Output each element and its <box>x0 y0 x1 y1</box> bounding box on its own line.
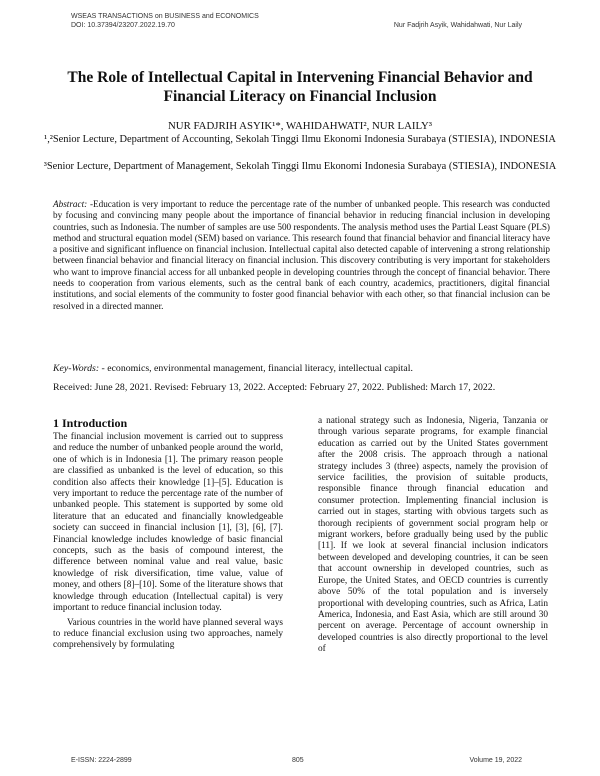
intro-paragraph-2: Various countries in the world have planned several ways to reduce financial exclusion using two approaches, namely comprehensively by formulating <box>53 617 283 651</box>
column-right <box>318 416 548 656</box>
paper-title: The Role of Intellectual Capital in Intervening Financial Behavior and Financial Literacy on Financial Inclusion <box>67 69 533 105</box>
journal-name: WSEAS TRANSACTIONS on BUSINESS and ECONOMICS <box>71 13 259 20</box>
affiliation-1: ¹,²Senior Lecture, Department of Accounting, Sekolah Tinggi Ilmu Ekonomi Indonesia Surabaya (STIESIA), INDONESIA <box>44 134 556 145</box>
abstract <box>53 199 550 312</box>
intro-paragraph-1: The financial inclusion movement is carried out to suppress and reduce the number of unbanked people around the world, one of which is in Indonesia [1]. The primary reason people are classified as unbanked is the level of education, so this condition also affects their knowledge [1]–[5]. Education is very important to reduce the percentage rate of the number of unbanked people. This statement is supported by some old literature that an educated and financially knowledgeable society can succeed in financial inclusion [1], [3], [6], [7]. Financial knowledge includes knowledge of basic financial concepts, such as the basis of compound interest, the difference between nominal value and real value, basic knowledge of risk diversification, time value, value of money, and others [8]–[10]. Some of the literature shows that knowledge through education (Intellectual capital) is very important to reduce financial inclusion today. <box>53 432 283 614</box>
footer-volume: Volume 19, 2022 <box>469 757 522 764</box>
footer-page-number: 805 <box>292 757 304 764</box>
keywords-text: - economics, environmental management, financial literacy, intellectual capital. <box>99 363 413 374</box>
keywords <box>53 363 550 375</box>
column-left <box>53 416 283 652</box>
intro-paragraph-3: a national strategy such as Indonesia, Nigeria, Tanzania or through various separate programs, for example financial education as carried out by the United States government after the 2008 crisis. The approach through a national strategy includes 3 (three) aspects, namely the provision of service facilities, the provision of suitable products, responsible finance through financial education and consumer protection. Implementing financial inclusion is carried out in stages, starting with obvious targets such as thorough recipients of government social program help or migrant workers, before gradually being used by the public [11]. If we look at several financial inclusion indicators between developed and developing countries, it can be seen that account ownership in developed countries, such as Europe, the United States, and OECD countries is currently above 50% of the total population and is inversely proportional with developing countries, such as Africa, Latin America, Indonesia, and East Asia, which are still around 30 percent on average. Percentage of account ownership in developed countries is also directly proportional to the level of <box>318 416 548 655</box>
affiliation-2: ³Senior Lecture, Department of Management, Sekolah Tinggi Ilmu Ekonomi Indonesia Surabaya (STIESIA), INDONESIA <box>43 161 557 172</box>
abstract-text: -Education is very important to reduce the percentage rate of the number of unbanked people. This research was conducted by focusing and convincing many people about the importance of financial behavior in reducing financial inclusion in developing countries, such as Indonesia. The number of samples are use 500 respondents. The analysis method uses the Partial Least Square (PLS) method and structural equation model (SEM) based on variance. This research found that financial behavior and financial literacy have a positive and significant influence on financial inclusion. Intellectual capital also detected capable of intervening a strong relationship between financial behavior and financial literacy on financial inclusion. This discovery contributing is very important for stakeholders who want to improve financial access for all unbanked people in developing countries through the concept of financial behavior. There needs to cooperation from various elements, such as the central bank of each country, academics, practitioners, digital financial institutions, and social elements of the community to foster good financial behavior with each other, so that financial inclusion can be resolved in a directed manner. <box>53 199 550 311</box>
running-header-authors: Nur Fadjrih Asyik, Wahidahwati, Nur Laily <box>393 22 522 29</box>
author-list: NUR FADJRIH ASYIK¹*, WAHIDAHWATI², NUR LAILY³ <box>167 120 433 132</box>
publication-dates: Received: June 28, 2021. Revised: February 13, 2022. Accepted: February 27, 2022. Published: March 17, 2022. <box>53 382 496 393</box>
section-heading-introduction: 1 Introduction <box>53 416 128 430</box>
abstract-label: Abstract: <box>53 199 88 209</box>
footer-eissn: E-ISSN: 2224-2899 <box>71 757 132 764</box>
running-header-left <box>71 12 259 30</box>
doi: DOI: 10.37394/23207.2022.19.70 <box>71 22 175 29</box>
keywords-label: Key-Words: <box>53 363 100 374</box>
